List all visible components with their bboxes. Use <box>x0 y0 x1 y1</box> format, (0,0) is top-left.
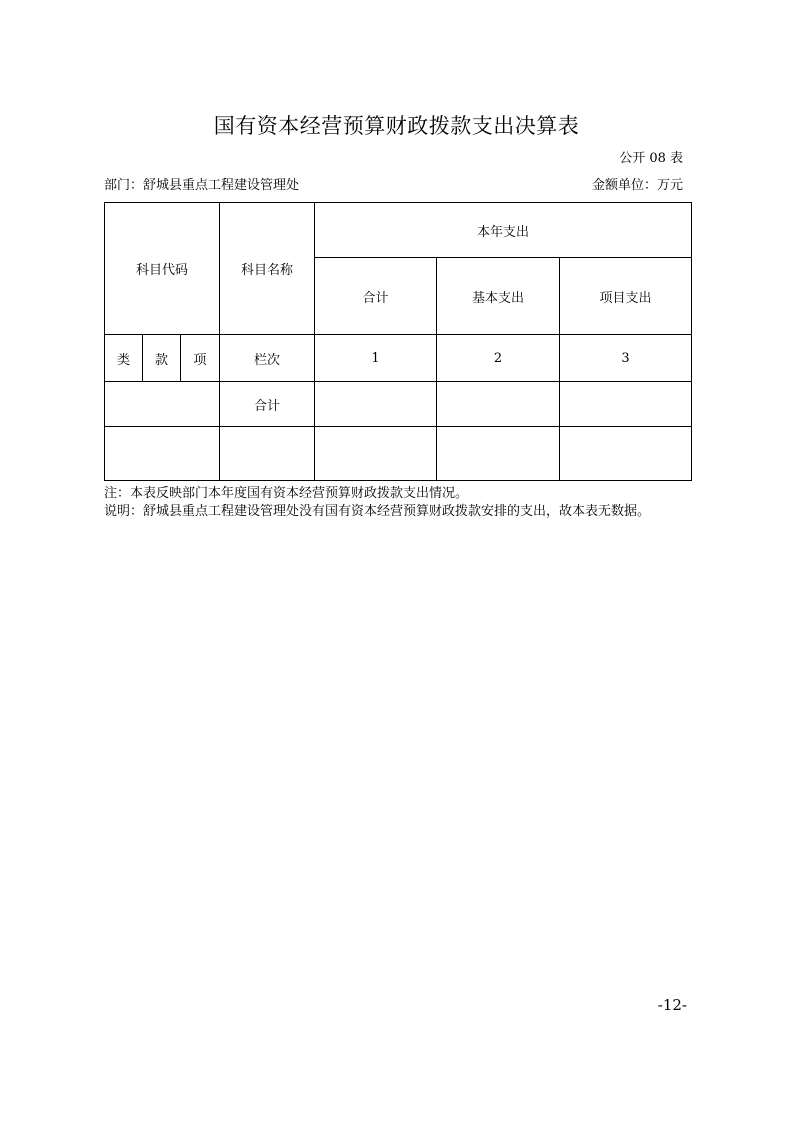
header-basic-expenditure: 基本支出 <box>437 258 560 335</box>
page-number: -12- <box>657 996 687 1014</box>
notes-block <box>104 485 694 521</box>
cell-item: 项 <box>181 335 220 382</box>
expenditure-table <box>104 202 692 481</box>
empty-row-basic <box>437 427 560 481</box>
cell-col-2: 2 <box>437 335 560 382</box>
cell-col-3: 3 <box>560 335 692 382</box>
empty-row-project <box>560 427 692 481</box>
total-row-code <box>105 382 220 427</box>
header-subject-name: 科目名称 <box>220 203 315 335</box>
total-row-basic <box>437 382 560 427</box>
header-row-1 <box>105 203 692 258</box>
note-text: 注：本表反映部门本年度国有资本经营预算财政拨款支出情况。 <box>104 486 469 501</box>
department-label: 部门：舒城县重点工程建设管理处 <box>104 178 300 193</box>
form-number: 公开 08 表 <box>619 151 683 166</box>
empty-row-total <box>315 427 437 481</box>
header-current-year: 本年支出 <box>315 203 692 258</box>
cell-class: 类 <box>105 335 143 382</box>
total-row <box>105 382 692 427</box>
total-row-total <box>315 382 437 427</box>
empty-row-name <box>220 427 315 481</box>
header-subject-code: 科目代码 <box>105 203 220 335</box>
page-title: 国有资本经营预算财政拨款支出决算表 <box>213 114 580 138</box>
total-row-label: 合计 <box>220 382 315 427</box>
cell-column-index-label: 栏次 <box>220 335 315 382</box>
cell-col-1: 1 <box>315 335 437 382</box>
cell-section: 款 <box>143 335 181 382</box>
empty-row <box>105 427 692 481</box>
header-total: 合计 <box>315 258 437 335</box>
code-row <box>105 335 692 382</box>
amount-unit-label: 金额单位：万元 <box>591 178 683 193</box>
total-row-project <box>560 382 692 427</box>
header-project-expenditure: 项目支出 <box>560 258 692 335</box>
explanation-text: 说明：舒城县重点工程建设管理处没有国有资本经营预算财政拨款安排的支出，故本表无数据。 <box>104 504 651 519</box>
empty-row-code <box>105 427 220 481</box>
